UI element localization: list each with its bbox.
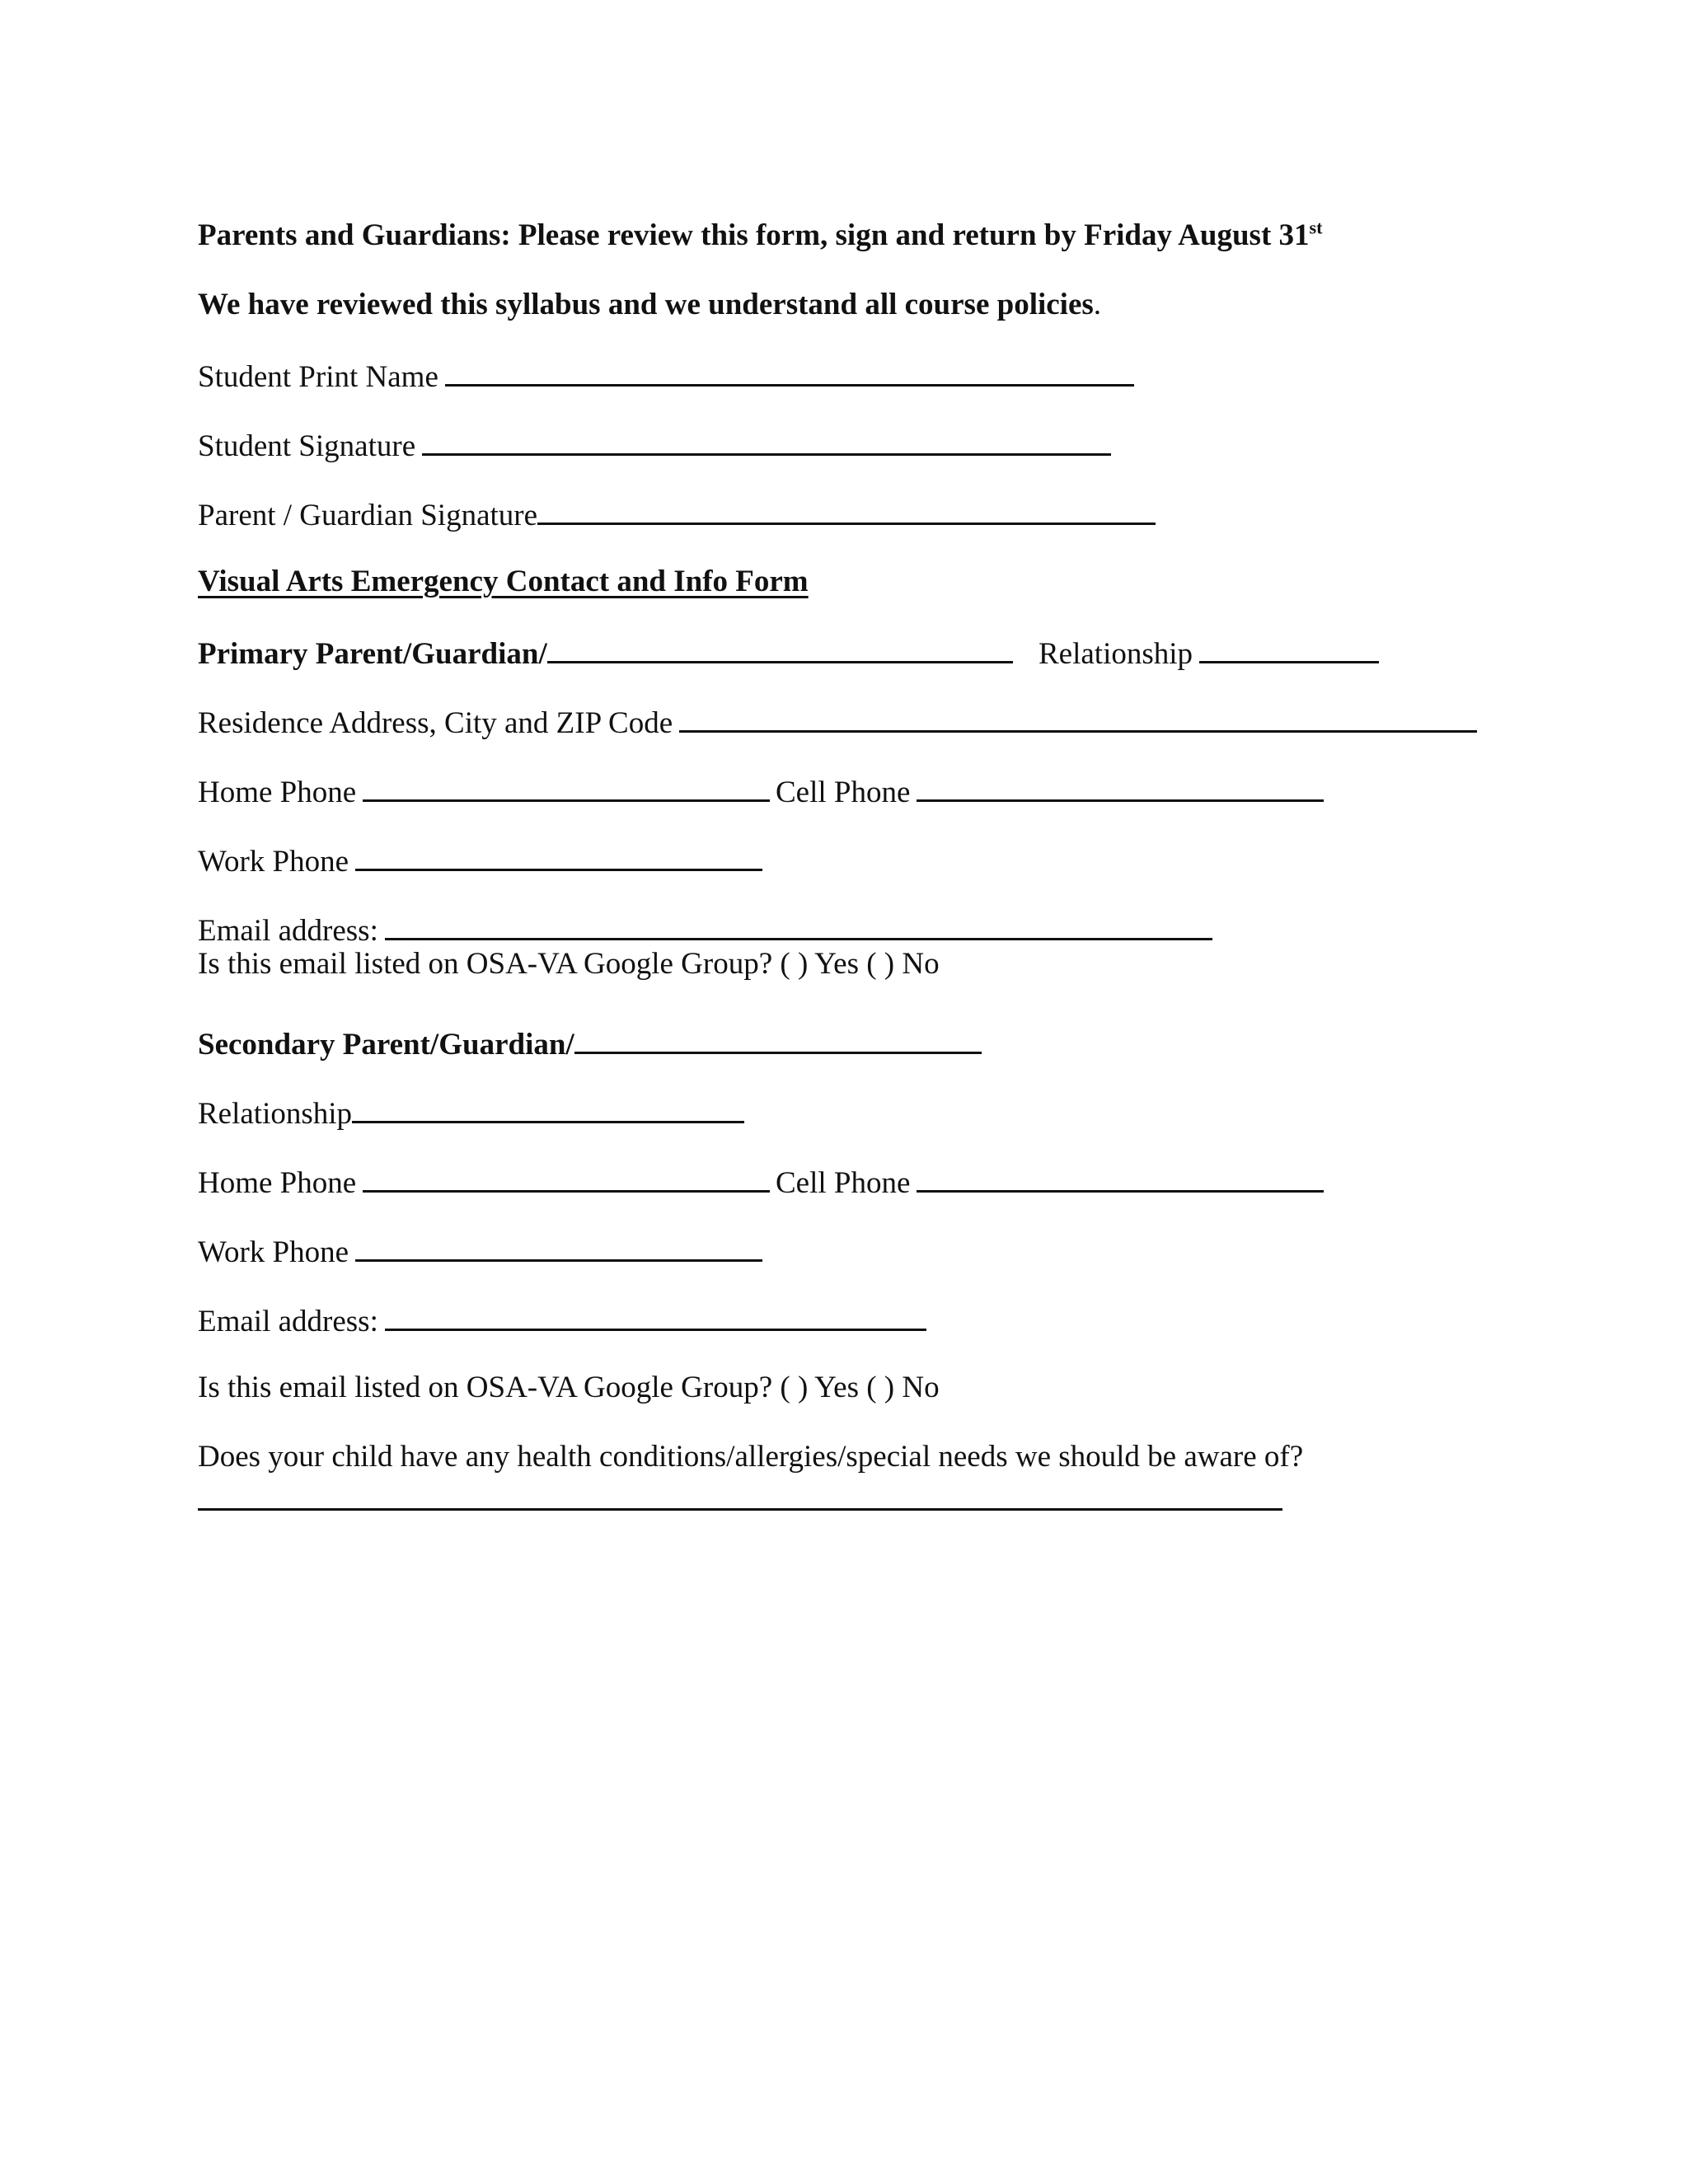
secondary-home-phone-row — [198, 1160, 770, 1200]
secondary-relationship-row — [198, 1091, 744, 1131]
primary-work-phone-field[interactable] — [355, 839, 762, 871]
student-signature-row — [198, 424, 1111, 463]
secondary-work-phone-row — [198, 1230, 762, 1269]
secondary-email-row — [198, 1299, 926, 1338]
primary-guardian-row — [198, 631, 1013, 671]
health-answer-field[interactable] — [198, 1508, 1282, 1511]
primary-email-row — [198, 908, 1212, 948]
acknowledgement-period: . — [1093, 288, 1102, 321]
primary-cell-phone-field[interactable] — [917, 770, 1324, 802]
secondary-work-phone-label: Work Phone — [198, 1235, 349, 1269]
secondary-guardian-label: Secondary Parent/Guardian/ — [198, 1028, 574, 1062]
student-signature-label: Student Signature — [198, 429, 416, 463]
primary-guardian-label: Primary Parent/Guardian/ — [198, 637, 547, 671]
student-signature-field[interactable] — [422, 424, 1111, 456]
secondary-google-group-question: Is this email listed on OSA-VA Google Group? ( ) Yes ( ) No — [198, 1371, 940, 1404]
student-print-name-label: Student Print Name — [198, 360, 438, 394]
secondary-home-phone-field[interactable] — [363, 1160, 770, 1193]
secondary-home-phone-label: Home Phone — [198, 1166, 357, 1200]
parent-signature-label: Parent / Guardian Signature — [198, 499, 538, 532]
primary-cell-phone-label: Cell Phone — [776, 776, 911, 809]
primary-address-label: Residence Address, City and ZIP Code — [198, 706, 673, 740]
instruction-line — [198, 216, 1322, 255]
primary-cell-phone-row — [776, 770, 1324, 809]
form-title: Visual Arts Emergency Contact and Info Form — [198, 565, 809, 598]
secondary-guardian-row — [198, 1022, 982, 1062]
secondary-email-label: Email address: — [198, 1305, 378, 1338]
primary-guardian-field[interactable] — [547, 631, 1013, 663]
secondary-email-field[interactable] — [385, 1299, 926, 1331]
primary-relationship-label: Relationship — [1039, 637, 1193, 671]
instruction-text: Parents and Guardians: Please review this form, sign and return by Friday August 31 — [198, 218, 1310, 252]
secondary-relationship-field[interactable] — [352, 1091, 744, 1123]
secondary-cell-phone-field[interactable] — [917, 1160, 1324, 1193]
primary-work-phone-row — [198, 839, 762, 879]
ordinal-suffix: st — [1309, 217, 1323, 238]
primary-address-row — [198, 701, 1477, 740]
primary-home-phone-label: Home Phone — [198, 776, 357, 809]
primary-email-field[interactable] — [385, 908, 1212, 940]
secondary-cell-phone-label: Cell Phone — [776, 1166, 911, 1200]
acknowledgement-line — [198, 285, 1101, 325]
primary-google-group-question: Is this email listed on OSA-VA Google Group? ( ) Yes ( ) No — [198, 947, 940, 981]
primary-work-phone-label: Work Phone — [198, 845, 349, 879]
student-print-name-field[interactable] — [445, 354, 1134, 387]
parent-signature-row — [198, 493, 1156, 532]
primary-email-label: Email address: — [198, 914, 378, 948]
primary-home-phone-row — [198, 770, 770, 809]
health-question: Does your child have any health conditions/allergies/special needs we should be aware of? — [198, 1440, 1304, 1474]
primary-relationship-row — [1039, 631, 1379, 671]
acknowledgement-text: We have reviewed this syllabus and we understand all course policies — [198, 288, 1094, 321]
primary-address-field[interactable] — [679, 701, 1477, 733]
primary-home-phone-field[interactable] — [363, 770, 770, 802]
primary-relationship-field[interactable] — [1199, 631, 1379, 663]
secondary-relationship-label: Relationship — [198, 1097, 353, 1131]
parent-signature-field[interactable] — [537, 493, 1156, 525]
secondary-cell-phone-row — [776, 1160, 1324, 1200]
secondary-guardian-field[interactable] — [574, 1022, 982, 1054]
secondary-work-phone-field[interactable] — [355, 1230, 762, 1262]
student-print-name-row — [198, 354, 1134, 394]
